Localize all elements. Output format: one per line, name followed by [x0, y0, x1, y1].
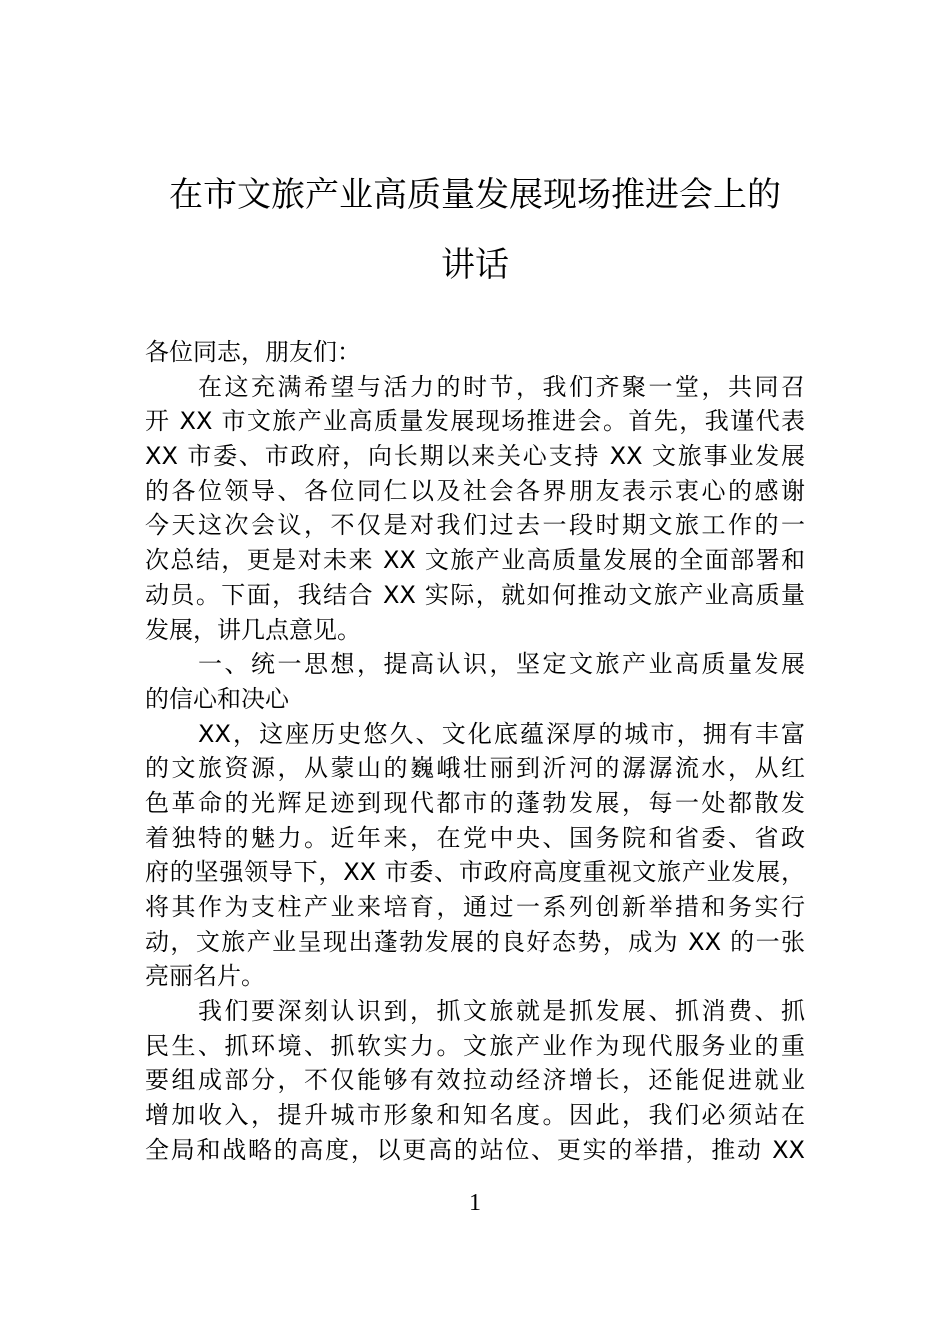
text-line: 色革命的光辉足迹到现代都市的蓬勃发展，每一处都散发	[145, 788, 805, 817]
paragraph	[145, 717, 805, 995]
text-line: XX，这座历史悠久、文化底蕴深厚的城市，拥有丰富	[198, 719, 805, 748]
page-number: 1	[469, 1190, 481, 1216]
text-line: 动员。下面，我结合 XX 实际，就如何推动文旅产业高质量	[145, 580, 805, 609]
text-line: 开 XX 市文旅产业高质量发展现场推进会。首先，我谨代表	[145, 407, 805, 436]
text-line: 的各位领导、各位同仁以及社会各界朋友表示衷心的感谢	[145, 476, 805, 505]
greeting	[145, 335, 805, 370]
paragraph	[145, 994, 805, 1167]
document-title-line-1: 在市文旅产业高质量发展现场推进会上的	[169, 175, 781, 215]
text-line: XX 市委、市政府，向长期以来关心支持 XX 文旅事业发展	[145, 442, 805, 471]
text-line: 各位同志，朋友们：	[145, 338, 361, 366]
text-line: 的文旅资源，从蒙山的巍峨壮丽到沂河的潺潺流水，从红	[145, 754, 805, 783]
text-line: 我们要深刻认识到，抓文旅就是抓发展、抓消费、抓	[198, 997, 805, 1026]
paragraph	[145, 370, 805, 648]
text-line: 民生、抓环境、抓软实力。文旅产业作为现代服务业的重	[145, 1031, 805, 1060]
text-line: 动，文旅产业呈现出蓬勃发展的良好态势，成为 XX 的一张	[145, 927, 805, 956]
text-line: 发展，讲几点意见。	[145, 615, 361, 644]
document-body	[145, 335, 805, 1168]
text-line: 的信心和决心	[145, 684, 289, 713]
text-line: 府的坚强领导下，XX 市委、市政府高度重视文旅产业发展，	[145, 858, 805, 887]
text-line: 要组成部分，不仅能够有效拉动经济增长，还能促进就业	[145, 1066, 805, 1095]
text-line: 着独特的魅力。近年来，在党中央、国务院和省委、省政	[145, 823, 805, 852]
text-line: 今天这次会议，不仅是对我们过去一段时期文旅工作的一	[145, 511, 805, 540]
text-line: 将其作为支柱产业来培育，通过一系列创新举措和务实行	[145, 893, 805, 921]
document-title-line-2: 讲话	[441, 245, 509, 285]
text-line: 亮丽名片。	[145, 962, 265, 991]
text-line: 增加收入，提升城市形象和知名度。因此，我们必须站在	[145, 1101, 805, 1130]
section-heading	[145, 647, 805, 716]
text-line: 全局和战略的高度，以更高的站位、更实的举措，推动 XX	[145, 1135, 805, 1164]
text-line: 一、统一思想，提高认识，坚定文旅产业高质量发展	[198, 650, 805, 679]
text-line: 次总结，更是对未来 XX 文旅产业高质量发展的全面部署和	[145, 546, 805, 575]
text-line: 在这充满希望与活力的时节，我们齐聚一堂，共同召	[198, 372, 805, 401]
